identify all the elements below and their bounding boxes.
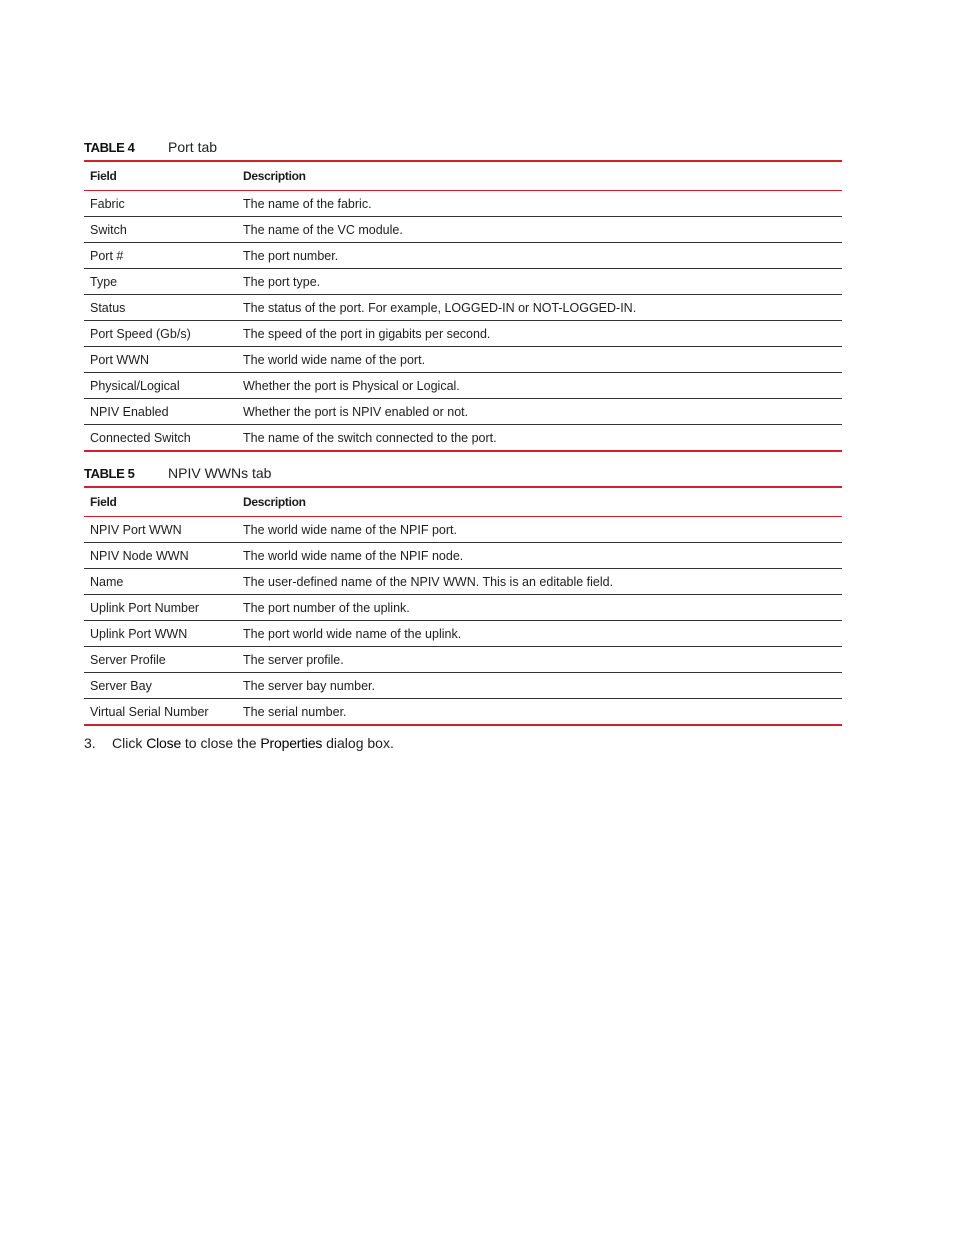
port-tab-table-body (84, 191, 842, 452)
field-cell: Fabric (84, 191, 237, 217)
table-row (84, 647, 842, 673)
field-cell: NPIV Node WWN (84, 543, 237, 569)
table5-title: NPIV WWNs tab (168, 465, 272, 481)
field-cell: NPIV Enabled (84, 399, 237, 425)
field-cell: NPIV Port WWN (84, 517, 237, 543)
description-cell: Whether the port is NPIV enabled or not. (237, 399, 842, 425)
description-cell: The world wide name of the port. (237, 347, 842, 373)
table4-caption (84, 138, 842, 156)
description-cell: The port number. (237, 243, 842, 269)
table-row (84, 569, 842, 595)
table-header-row (84, 161, 842, 191)
field-cell: Name (84, 569, 237, 595)
step-number: 3. (84, 735, 96, 751)
description-column-header: Description (237, 161, 842, 191)
table-row (84, 399, 842, 425)
table-row (84, 243, 842, 269)
table5-caption (84, 464, 842, 482)
description-cell: The server profile. (237, 647, 842, 673)
table-row (84, 425, 842, 452)
field-cell: Status (84, 295, 237, 321)
table-row (84, 543, 842, 569)
table-row (84, 373, 842, 399)
field-cell: Port WWN (84, 347, 237, 373)
step-3 (84, 735, 394, 751)
field-cell: Server Bay (84, 673, 237, 699)
table-row (84, 217, 842, 243)
table-header-row (84, 487, 842, 517)
table-row (84, 321, 842, 347)
field-column-header: Field (84, 161, 237, 191)
description-cell: The serial number. (243, 704, 347, 719)
field-cell: Port # (84, 243, 237, 269)
description-cell: The world wide name of the NPIF port. (237, 517, 842, 543)
description-column-header: Description (237, 487, 842, 517)
step-text-middle: to close the (181, 735, 261, 751)
table-row (84, 347, 842, 373)
step-text (112, 735, 394, 751)
description-cell: The user-defined name of the NPIV WWN. This is an editable field. (237, 569, 842, 595)
description-cell: The server bay number. (237, 673, 842, 699)
field-cell: Uplink Port Number (84, 595, 237, 621)
field-cell: Switch (84, 217, 237, 243)
description-cell: The name of the VC module. (237, 217, 842, 243)
description-cell: The name of the fabric. (237, 191, 842, 217)
table-row (84, 595, 842, 621)
table-row (84, 191, 842, 217)
close-button-term: Close (146, 735, 182, 751)
field-cell: Uplink Port WWN (84, 621, 237, 647)
description-cell: The port number of the uplink. (237, 595, 842, 621)
description-cell: The speed of the port in gigabits per second. (237, 321, 842, 347)
properties-dialog-term: Properties (260, 735, 323, 751)
field-cell: Server Profile (84, 647, 237, 673)
field-cell: Type (84, 269, 237, 295)
description-cell: The port type. (237, 269, 842, 295)
description-cell: The status of the port. For example, LOGGED-IN or NOT-LOGGED-IN. (237, 295, 842, 321)
description-cell: The name of the switch connected to the port. (243, 430, 497, 445)
field-column-header: Field (84, 487, 237, 517)
table-row (84, 295, 842, 321)
table5-label: TABLE 5 (84, 465, 135, 481)
description-cell: The world wide name of the NPIF node. (237, 543, 842, 569)
step-text-after: dialog box. (322, 735, 394, 751)
field-cell: Physical/Logical (84, 373, 237, 399)
table4-title: Port tab (168, 139, 218, 155)
field-cell: Virtual Serial Number (90, 704, 209, 719)
table4-label: TABLE 4 (84, 139, 135, 155)
table-row (84, 699, 842, 726)
description-cell: Whether the port is Physical or Logical. (237, 373, 842, 399)
step-text-before: Click (112, 735, 147, 751)
field-cell: Port Speed (Gb/s) (84, 321, 237, 347)
npiv-wwns-tab-table-body (84, 517, 842, 726)
field-cell: Connected Switch (90, 430, 191, 445)
table-row (84, 621, 842, 647)
description-cell: The port world wide name of the uplink. (237, 621, 842, 647)
table-row (84, 673, 842, 699)
port-tab-table (84, 160, 842, 452)
table-row (84, 269, 842, 295)
npiv-wwns-tab-table (84, 486, 842, 726)
table-row (84, 517, 842, 543)
